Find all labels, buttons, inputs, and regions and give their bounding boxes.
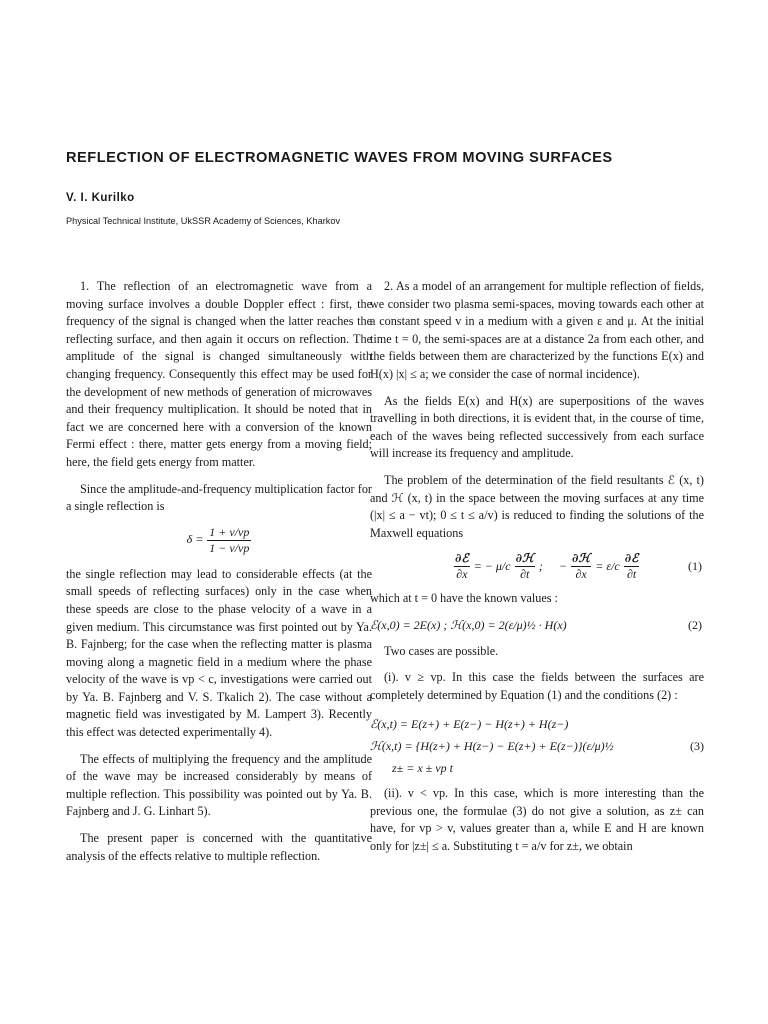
equation-3 xyxy=(370,713,704,779)
superposition-paragraph: As the fields E(x) and H(x) are superpositions of the waves travelling in both directions, it is evident that, in the course of time, each of the waves being reflected successively from each surface will increase its frequency and amplitude. xyxy=(370,393,704,461)
equation-line xyxy=(370,735,704,757)
case-i-paragraph: (i). v ≥ vp. In this case the fields between the surfaces are completely determined by Equation (1) and the conditions (2) : xyxy=(370,670,704,702)
equation-line xyxy=(370,757,704,779)
dE-dx-fraction xyxy=(454,551,470,582)
amplification-intro-paragraph: Since the amplitude-and-frequency multiplication factor for a single reflection is xyxy=(66,481,372,514)
equation-operator: = − μ/c xyxy=(473,559,511,574)
fraction-numerator: ∂ℰ xyxy=(455,551,469,566)
author-affiliation: Physical Technical Institute, UkSSR Academy of Sciences, Kharkov xyxy=(66,216,341,226)
problem-statement-paragraph: The problem of the determination of the field resultants ℰ (x, t) and ℋ (x, t) in the space between the moving surfaces at any time (|x| ≤ a − vt); 0 ≤ t ≤ a/v) is reduced to finding the solutions of the Maxwell equations xyxy=(370,472,704,540)
dE-dt-fraction xyxy=(624,551,640,582)
fraction-numerator: ∂ℋ xyxy=(571,551,591,566)
initial-conditions: ℰ(x,0) = 2E(x) ; ℋ(x,0) = 2(ε/μ)½ · H(x) xyxy=(370,617,567,632)
z-definition: z± = x ± vp t xyxy=(392,761,453,776)
delta-denominator: 1 − v/vp xyxy=(209,540,250,555)
equation-line xyxy=(370,713,704,735)
multiple-reflection-paragraph: The effects of multiplying the frequency and the amplitude of the wave may be increased considerably by means of multiple reflection. This possibility was pointed out by Ya. B. Fajnberg and J. G. Linhart 5). xyxy=(66,751,372,819)
fraction-denominator: ∂x xyxy=(456,567,468,582)
case-ii-paragraph: (ii). v < vp. In this case, which is more interesting than the previous one, the formulae (3) do not give a solution, as z± can have, for vp > v, values greater than a, while E and H are known only for |z±| ≤ a. Substituting t = a/v for z±, we obtain xyxy=(370,786,704,854)
field-E-solution: ℰ(x,t) = E(z+) + E(z−) − H(z+) + H(z−) xyxy=(370,717,569,732)
paper-scope-paragraph: The present paper is concerned with the quantitative analysis of the effects relative to multiple reflection. xyxy=(66,831,372,863)
fraction-denominator: ∂t xyxy=(626,567,637,582)
equation-2 xyxy=(370,617,704,635)
fraction-denominator: ∂x xyxy=(575,567,587,582)
right-column xyxy=(370,278,704,865)
fraction-numerator: ∂ℋ xyxy=(515,551,534,566)
equation-number: (1) xyxy=(688,559,702,574)
delta-lhs: δ = xyxy=(186,532,204,547)
equation-number: (3) xyxy=(690,739,704,754)
equation-minus: − xyxy=(558,559,567,574)
maxwell-equations xyxy=(454,551,639,582)
equation-separator: ; xyxy=(538,559,543,574)
equation-1 xyxy=(370,551,704,582)
initial-values-paragraph: which at t = 0 have the known values : xyxy=(370,591,558,606)
section-2-paragraph: 2. As a model of an arrangement for multiple reflection of fields, we consider two plasma semi-spaces, moving towards each other at a constant speed v in a medium with a given ε and μ. At the initial time t = 0, the semi-spaces are at a distance 2a from each other, and the fields between them are characterized by the functions E(x) and H(x) |x| ≤ a; we consider the case of normal incidence). xyxy=(370,279,704,381)
dH-dx-fraction xyxy=(571,551,591,582)
field-H-solution: ℋ(x,t) = {H(z+) + H(z−) − E(z+) + E(z−)}(ε/μ)½ xyxy=(370,739,614,754)
fraction-numerator: ∂ℰ xyxy=(624,551,639,566)
left-column xyxy=(66,278,372,874)
paper-title: REFLECTION OF ELECTROMAGNETIC WAVES FROM MOVING SURFACES xyxy=(66,150,613,166)
delta-numerator: 1 + v/vp xyxy=(209,524,250,539)
equation-number: (2) xyxy=(688,617,702,632)
fraction-denominator: ∂t xyxy=(520,567,530,582)
author-name: V. I. Kurilko xyxy=(66,192,135,204)
section-1-paragraph: 1. The reflection of an electromagnetic wave from a moving surface involves a double Doppler effect : first, the frequency of the signal is changed when the latter reaches the reflecting surface, and then again it occurs on reflection. The amplitude of the signal is changed simultaneously with changing frequency. Consequently this effect may be used for the development of new methods of generation of microwaves and their frequency multiplication. It should be noted that in fact we are concerned here with a conversion of the known Fermi effect : there, matter gets energy from a moving field; here, the field gets energy from matter. xyxy=(66,279,372,469)
delta-fraction xyxy=(207,525,251,556)
dH-dt-fraction xyxy=(515,551,535,582)
equation-operator: = ε/c xyxy=(595,559,620,574)
cases-paragraph: Two cases are possible. xyxy=(384,643,499,658)
single-reflection-paragraph: the single reflection may lead to considerable effects (at the small speeds of reflecting surfaces) only in the case when these speeds are close to the phase velocity of a wave in a given medium. This circumstance was first pointed out by Ya. B. Fajnberg; for the case when the reflecting matter is plasma moving along a magnetic field in a medium where the phase velocity of the wave is vp < c, investigations were carried out by Ya. B. Fajnberg and V. S. Tkalich 2). The case without a magnetic field was investigated by M. Lampert 3). Recently this effect was detected experimentally 4). xyxy=(66,566,372,740)
delta-formula xyxy=(66,525,372,556)
